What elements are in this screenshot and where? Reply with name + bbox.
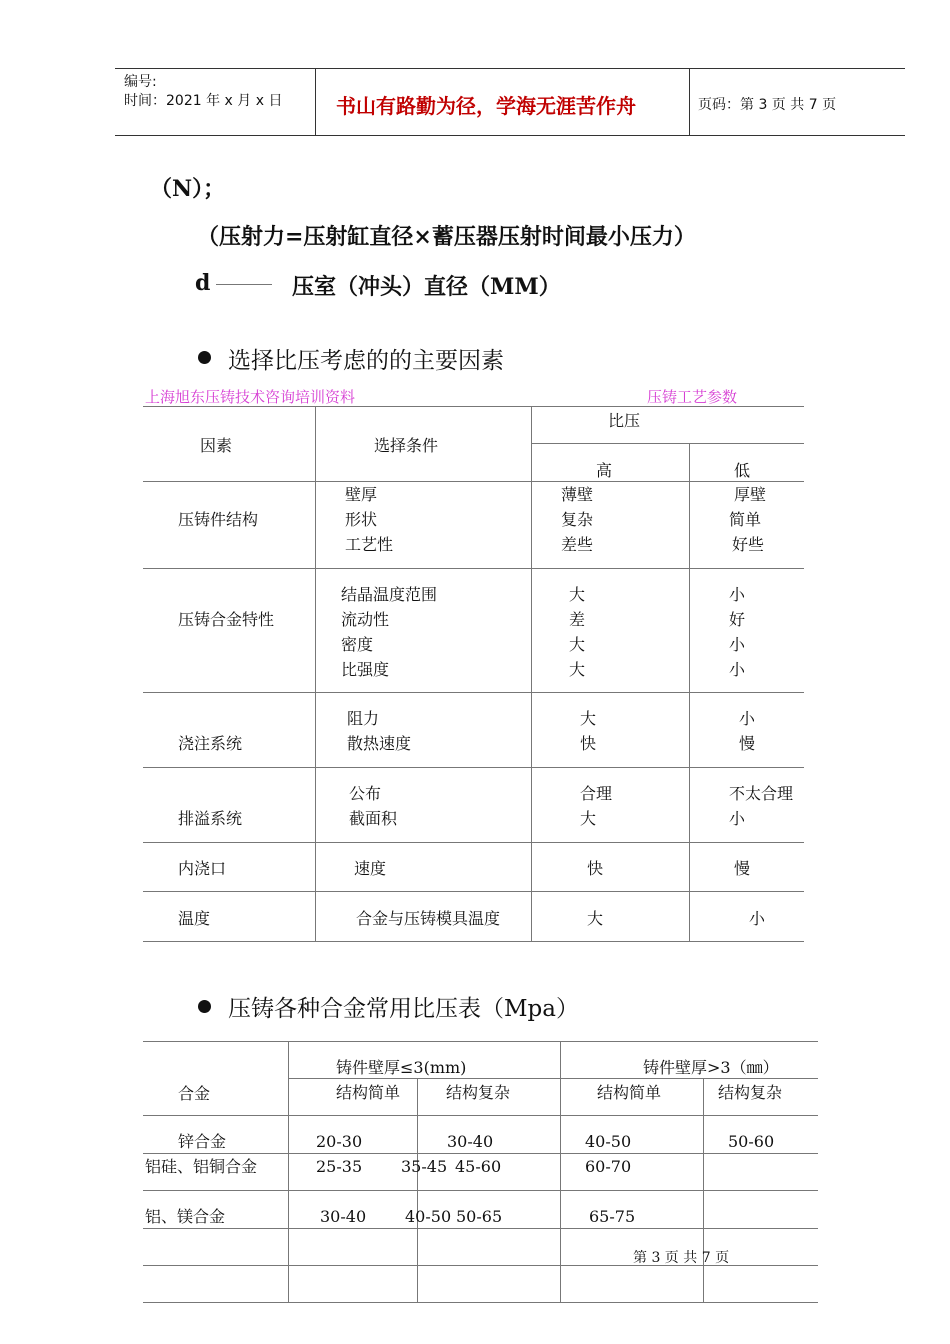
formula-line-3: 压室（冲头）直径（MM） <box>292 274 561 300</box>
col-header-complex: 结构复杂 <box>446 1083 511 1102</box>
header-top-rule <box>115 68 905 69</box>
table2-rule <box>143 1115 818 1116</box>
table2-col-rule <box>417 1078 418 1302</box>
condition-cell: 速度 <box>354 859 387 878</box>
low-cell: 慢 <box>734 859 751 878</box>
high-cell: 快 <box>580 734 597 753</box>
condition-cell: 形状 <box>345 510 378 529</box>
table1-rule <box>143 767 804 768</box>
condition-cell: 阻力 <box>347 709 380 728</box>
alloy-cell: 铝、镁合金 <box>145 1207 226 1226</box>
condition-cell: 壁厚 <box>345 485 378 504</box>
value-cell: 20-30 <box>316 1132 363 1151</box>
high-cell: 差些 <box>561 535 594 554</box>
header-bottom-rule <box>115 135 905 136</box>
factor-cell: 温度 <box>178 909 211 928</box>
high-cell: 大 <box>569 635 586 654</box>
value-cell: 30-40 <box>320 1207 367 1226</box>
value-cell: 50-65 <box>456 1207 503 1226</box>
low-cell: 厚壁 <box>734 485 767 504</box>
condition-cell: 合金与压铸模具温度 <box>356 909 501 928</box>
section2-heading: 压铸各种合金常用比压表（Mpa） <box>228 996 579 1022</box>
col-group-thin: 铸件壁厚≤3(mm) <box>336 1058 467 1077</box>
table1-col-rule <box>689 443 690 941</box>
high-cell: 薄壁 <box>561 485 594 504</box>
value-cell: 40-50 <box>585 1132 632 1151</box>
factor-cell: 压铸件结构 <box>178 510 259 529</box>
value-cell: 50-60 <box>728 1132 775 1151</box>
low-cell: 好些 <box>732 535 765 554</box>
formula-line-2: （压射力=压射缸直径×蓄压器压射时间最小压力） <box>197 224 696 250</box>
low-cell: 好 <box>729 610 746 629</box>
bullet-icon <box>198 1000 211 1013</box>
col-header-factor: 因素 <box>200 436 233 455</box>
low-cell: 小 <box>729 660 746 679</box>
high-cell: 大 <box>587 909 604 928</box>
header-code-label: 编号: <box>124 74 157 90</box>
col-header-pressure: 比压 <box>608 411 641 430</box>
high-cell: 大 <box>569 585 586 604</box>
condition-cell: 结晶温度范围 <box>341 585 438 604</box>
col-header-complex: 结构复杂 <box>718 1083 783 1102</box>
table1-rule <box>143 941 804 942</box>
alloy-cell: 锌合金 <box>178 1132 227 1151</box>
high-cell: 合理 <box>580 784 613 803</box>
table1-rule <box>143 568 804 569</box>
col-header-simple: 结构简单 <box>336 1083 401 1102</box>
header-divider-right <box>689 68 690 136</box>
table1-col-rule <box>531 406 532 941</box>
low-cell: 小 <box>729 809 746 828</box>
low-cell: 不太合理 <box>729 784 794 803</box>
table2-col-rule <box>703 1078 704 1302</box>
page-footer: 第 3 页 共 7 页 <box>633 1250 730 1266</box>
value-cell: 30-40 <box>447 1132 494 1151</box>
table2-col-rule <box>288 1041 289 1302</box>
factor-cell: 内浇口 <box>178 859 227 878</box>
table2-rule <box>143 1190 818 1191</box>
high-cell: 复杂 <box>561 510 594 529</box>
value-cell: 35-45 <box>401 1157 448 1176</box>
condition-cell: 散热速度 <box>347 734 412 753</box>
source-label: 上海旭东压铸技术咨询培训资料 <box>145 388 356 406</box>
high-cell: 快 <box>587 859 604 878</box>
table1-rule <box>143 842 804 843</box>
table1-rule <box>143 481 804 482</box>
formula-line-1: （N）； <box>150 176 226 202</box>
value-cell: 65-75 <box>589 1207 636 1226</box>
low-cell: 小 <box>729 585 746 604</box>
formula-symbol-d: d <box>195 270 211 296</box>
table1-rule <box>143 891 804 892</box>
high-cell: 大 <box>580 709 597 728</box>
condition-cell: 公布 <box>349 784 382 803</box>
col-header-condition: 选择条件 <box>374 436 439 455</box>
value-cell: 25-35 <box>316 1157 363 1176</box>
table1-rule <box>143 406 804 407</box>
factor-cell: 浇注系统 <box>178 734 243 753</box>
low-cell: 小 <box>739 709 756 728</box>
value-cell: 40-50 <box>405 1207 452 1226</box>
high-cell: 差 <box>569 610 586 629</box>
col-group-thick: 铸件壁厚>3（㎜） <box>643 1058 779 1077</box>
condition-cell: 工艺性 <box>345 535 394 554</box>
header-page-label: 页码：第 3 页 共 7 页 <box>698 97 837 113</box>
bullet-icon <box>198 351 211 364</box>
condition-cell: 比强度 <box>341 660 390 679</box>
condition-cell: 流动性 <box>341 610 390 629</box>
table2-rule <box>143 1302 818 1303</box>
formula-dash <box>216 284 272 285</box>
header-motto: 书山有路勤为径，学海无涯苦作舟 <box>336 94 636 118</box>
table1-col-rule <box>315 406 316 941</box>
topic-label: 压铸工艺参数 <box>647 388 738 406</box>
factor-cell: 压铸合金特性 <box>178 610 275 629</box>
low-cell: 慢 <box>739 734 756 753</box>
header-time-label: 时间：2021 年 x 月 x 日 <box>124 93 283 109</box>
value-cell: 60-70 <box>585 1157 632 1176</box>
low-cell: 小 <box>749 909 766 928</box>
low-cell: 小 <box>729 635 746 654</box>
table2-rule <box>143 1041 818 1042</box>
col-header-high: 高 <box>596 461 613 480</box>
value-cell: 45-60 <box>455 1157 502 1176</box>
factor-cell: 排溢系统 <box>178 809 243 828</box>
table1-rule <box>531 443 804 444</box>
low-cell: 简单 <box>729 510 762 529</box>
col-header-alloy: 合金 <box>178 1084 211 1103</box>
col-header-low: 低 <box>734 461 751 480</box>
high-cell: 大 <box>580 809 597 828</box>
condition-cell: 密度 <box>341 635 374 654</box>
col-header-simple: 结构简单 <box>597 1083 662 1102</box>
section1-heading: 选择比压考虑的的主要因素 <box>228 348 504 374</box>
header-divider-left <box>315 68 316 136</box>
table1-rule <box>143 692 804 693</box>
condition-cell: 截面积 <box>349 809 398 828</box>
alloy-cell: 铝硅、铝铜合金 <box>145 1157 258 1176</box>
table2-col-rule <box>560 1041 561 1302</box>
high-cell: 大 <box>569 660 586 679</box>
